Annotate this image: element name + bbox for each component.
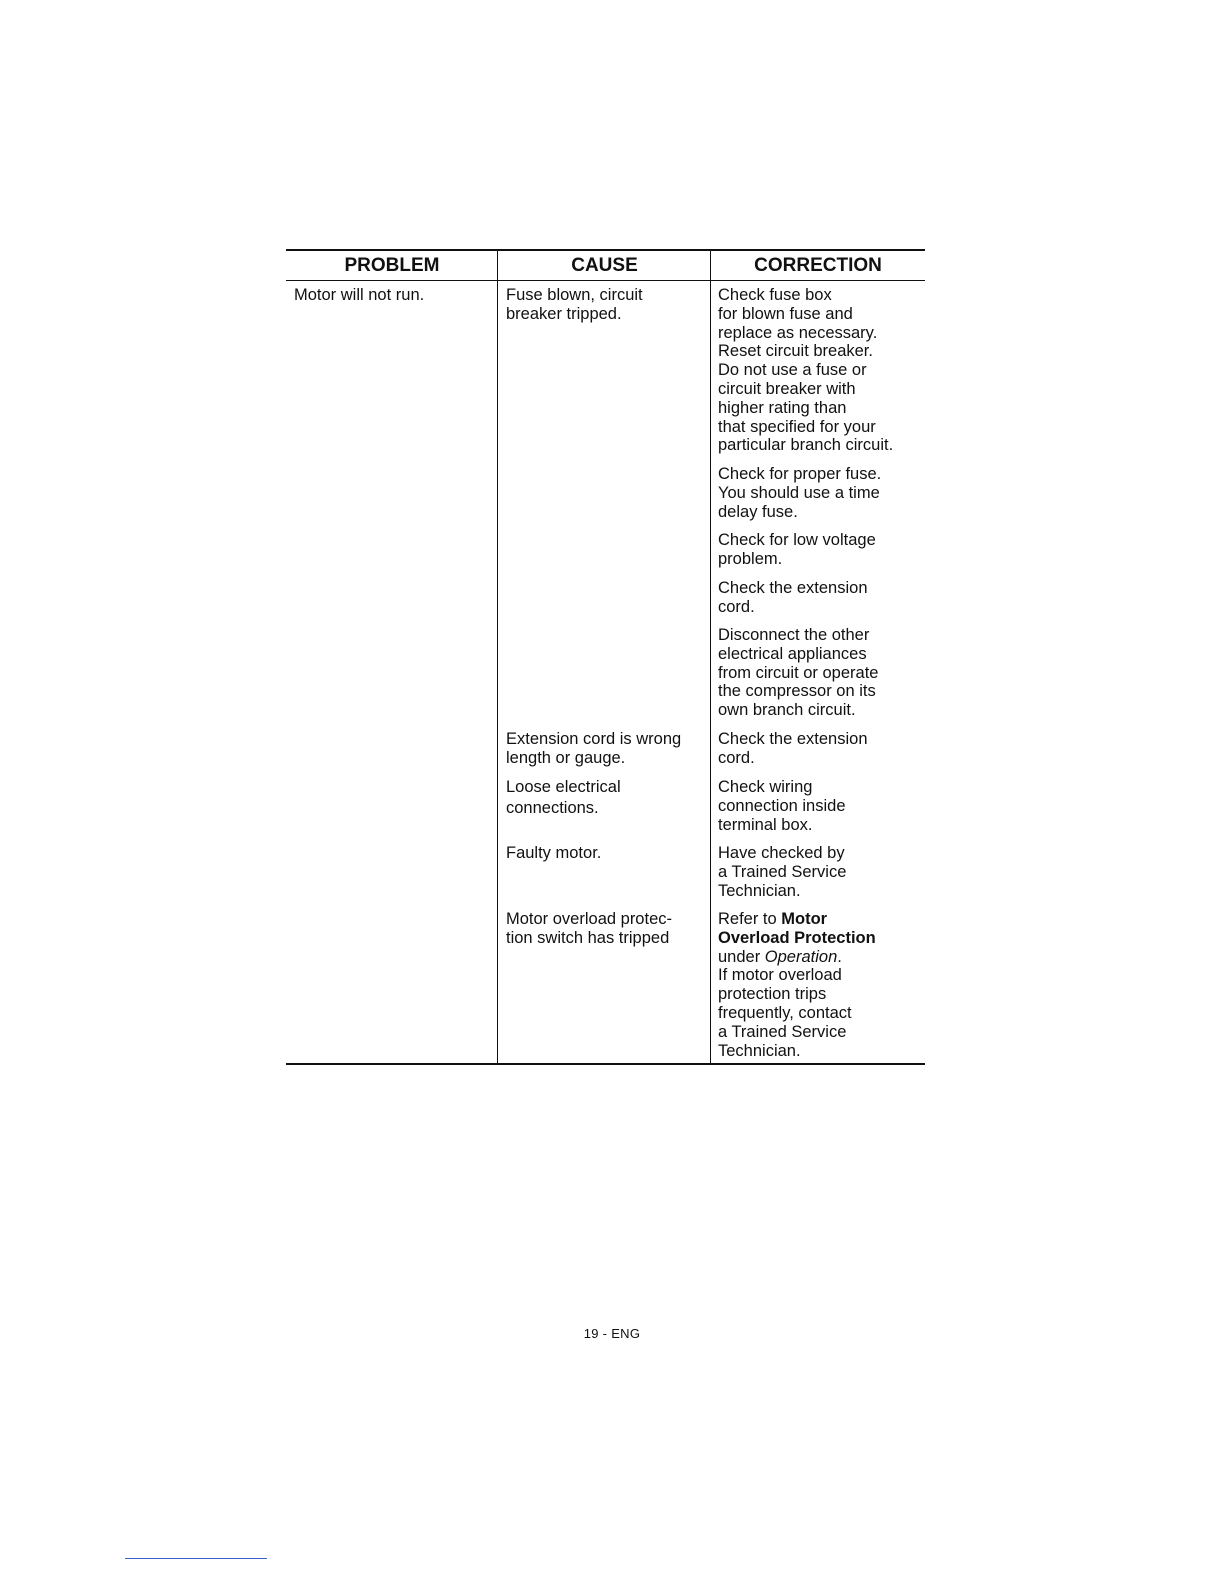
correction-text: Refer to <box>718 910 782 928</box>
correction-cell: Disconnect the other electrical appliances from circuit or operate the compressor on its own branch circuit. <box>718 626 879 720</box>
correction-cell <box>718 910 923 1060</box>
correction-cell: Check fuse box for blown fuse and replace as necessary. Reset circuit breaker. Do not use a fuse or circuit breaker with higher rating than that specified for your particular branch circuit. <box>718 286 894 455</box>
cause-cell: Fuse blown, circuit breaker tripped. <box>506 286 643 323</box>
correction-cell: Check the extension cord. <box>718 579 868 616</box>
correction-cell: Check wiring connection inside terminal box. <box>718 778 846 834</box>
footnote-divider <box>125 1558 267 1559</box>
header-cause: CAUSE <box>571 255 638 276</box>
column-divider <box>497 251 498 1063</box>
cause-cell: Faulty motor. <box>506 844 602 862</box>
correction-cell: Check the extension cord. <box>718 730 868 767</box>
correction-cell: Have checked by a Trained Service Technician. <box>718 844 847 900</box>
correction-text: . If motor overload protection trips frequently, contact a Trained Service Technician. <box>718 947 852 1060</box>
correction-text: under <box>718 947 761 966</box>
page-number: 19 - ENG <box>583 1326 641 1341</box>
cause-cell: Extension cord is wrong length or gauge. <box>506 730 682 767</box>
correction-italic-reference: Operation <box>764 947 838 966</box>
cause-cell: Loose electrical connections. <box>506 778 621 817</box>
header-problem: PROBLEM <box>344 255 440 276</box>
problem-cell: Motor will not run. <box>294 286 425 304</box>
correction-cell: Check for low voltage problem. <box>718 531 876 568</box>
header-correction: CORRECTION <box>754 255 882 276</box>
correction-bold-reference: Motor Overload Protection <box>718 910 876 947</box>
correction-cell: Check for proper fuse. You should use a time delay fuse. <box>718 465 882 521</box>
cause-cell: Motor overload protec- tion switch has tripped <box>506 910 672 947</box>
table-header-row <box>286 251 925 281</box>
troubleshooting-table <box>286 249 925 1065</box>
column-divider <box>710 251 711 1063</box>
